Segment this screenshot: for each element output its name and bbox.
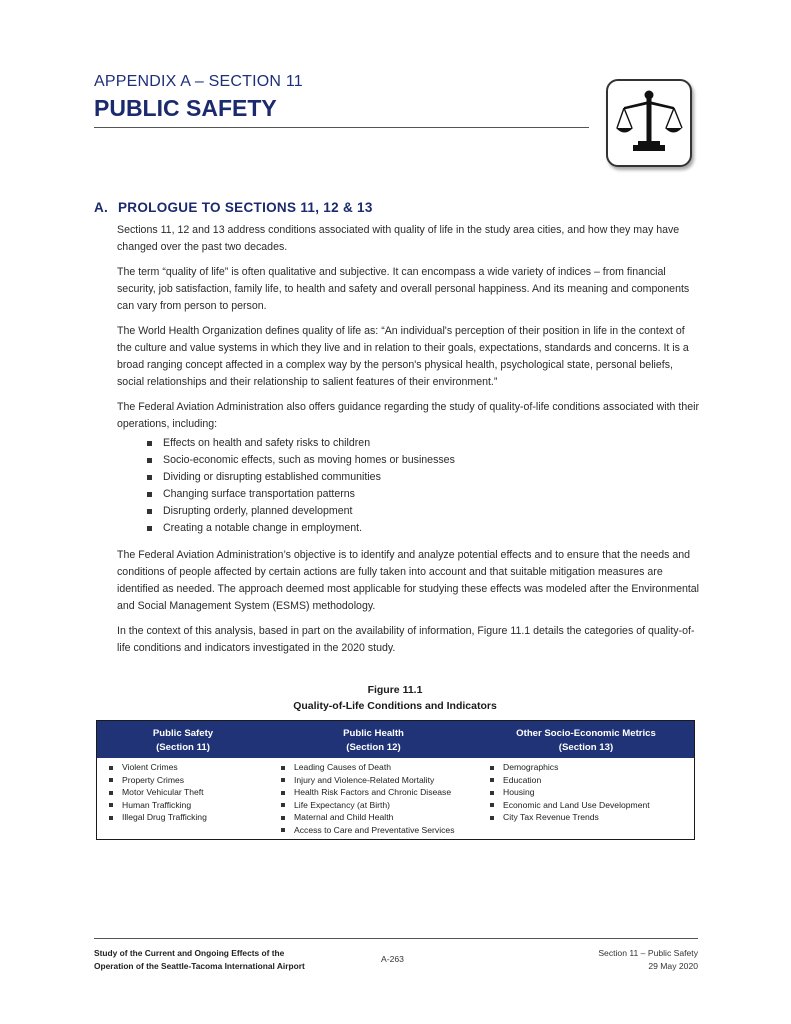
paragraph: The Federal Aviation Administration also offers guidance regarding the study of quality-of-life conditions associated with their operations, including: (117, 401, 700, 430)
figure-title: Quality-of-Life Conditions and Indicators (293, 700, 497, 712)
paragraph: The World Health Organization defines quality of life as: “An individual's perception of their position in life in the context of the culture and value systems in which they live and in relation to their goals, expectations, standards and concerns. It is a broad ranging concept affected in a complex way by the person's physical health, psychological state, personal beliefs, social relationships and their relationship to salient features of their environment.” (117, 325, 689, 388)
column-subheading: (Section 11) (156, 742, 210, 753)
list-item: Housing (490, 786, 694, 799)
list-item: Life Expectancy (at Birth) (281, 799, 478, 812)
list-item: Motor Vehicular Theft (109, 786, 269, 799)
footer-study-title (94, 947, 305, 972)
column-public-health (269, 761, 478, 837)
section-letter: A. (94, 200, 109, 215)
list-item: Economic and Land Use Development (490, 799, 694, 812)
figure-number: Figure 11.1 (367, 684, 423, 696)
footer-section-info (598, 947, 698, 972)
list-item: Illegal Drug Trafficking (109, 811, 269, 824)
list-item: Leading Causes of Death (281, 761, 478, 774)
footer-section-name: Section 11 – Public Safety (598, 948, 698, 958)
scales-of-justice-icon (614, 87, 684, 159)
column-subheading: (Section 13) (558, 742, 614, 753)
column-header-socio-economic (478, 721, 694, 758)
list-item: Violent Crimes (109, 761, 269, 774)
figure-table (96, 720, 695, 840)
footer-study-line: Study of the Current and Ongoing Effects of the (94, 948, 285, 958)
list-item: Dividing or disrupting established communities (145, 469, 702, 486)
list-item: Socio-economic effects, such as moving homes or businesses (145, 452, 702, 469)
column-socio-economic (478, 761, 694, 837)
list-item: Human Trafficking (109, 799, 269, 812)
list-item: City Tax Revenue Trends (490, 811, 694, 824)
list-item: Creating a notable change in employment. (145, 520, 702, 537)
list-item: Property Crimes (109, 774, 269, 787)
list-item: Demographics (490, 761, 694, 774)
list-item: Education (490, 774, 694, 787)
column-heading: Public Safety (152, 728, 214, 739)
list-item: Injury and Violence-Related Mortality (281, 774, 478, 787)
paragraph: In the context of this analysis, based in part on the availability of information, Figure 11.1 details the categories of quality-of-life conditions and indicators investigated in the 2020 study. (117, 625, 695, 654)
body-text (117, 222, 702, 665)
appendix-label: APPENDIX A – SECTION 11 (94, 73, 303, 90)
column-header-public-health (269, 721, 478, 758)
bullet-list (117, 435, 702, 537)
figure-table-body (97, 758, 694, 839)
column-heading: Other Socio-Economic Metrics (516, 728, 656, 739)
page-title: PUBLIC SAFETY (94, 95, 277, 121)
column-subheading: (Section 12) (346, 742, 401, 753)
column-public-safety (97, 761, 269, 837)
column-heading: Public Health (343, 728, 404, 739)
list-item: Effects on health and safety risks to children (145, 435, 702, 452)
footer-study-line: Operation of the Seattle-Tacoma International Airport (94, 960, 305, 971)
paragraph: The Federal Aviation Administration’s objective is to identify and analyze potential effects and to ensure that the needs and conditions of people affected by certain actions are fully taken into account and that suitable mitigation measures are identified as needed. The approach deemed most applicable for studying these effects was modeled after the Environmental and Social Management System (ESMS) methodology. (117, 549, 700, 612)
column-header-public-safety (97, 721, 269, 758)
list-item: Disrupting orderly, planned development (145, 503, 702, 520)
list-item: Maternal and Child Health (281, 811, 478, 824)
paragraph: The term “quality of life” is often qualitative and subjective. It can encompass a wide variety of indices – from financial security, job satisfaction, family life, to health and safety and overall personal happiness. And its meaning and components can vary from person to person. (117, 266, 690, 312)
footer-divider (94, 938, 698, 939)
page-number: A-263 (381, 954, 404, 964)
paragraph: Sections 11, 12 and 13 address conditions associated with quality of life in the study area cities, and how they may have changed over the past two decades. (117, 224, 680, 253)
list-item: Access to Care and Preventative Services (281, 824, 478, 837)
section-heading-text: PROLOGUE TO SECTIONS 11, 12 & 13 (118, 200, 373, 215)
icon-frame (606, 79, 692, 167)
figure-table-header (97, 721, 694, 758)
list-item: Changing surface transportation patterns (145, 486, 702, 503)
section-heading (94, 200, 373, 215)
footer-date: 29 May 2020 (648, 960, 698, 971)
list-item: Health Risk Factors and Chronic Disease (281, 786, 478, 799)
title-divider (94, 127, 589, 128)
